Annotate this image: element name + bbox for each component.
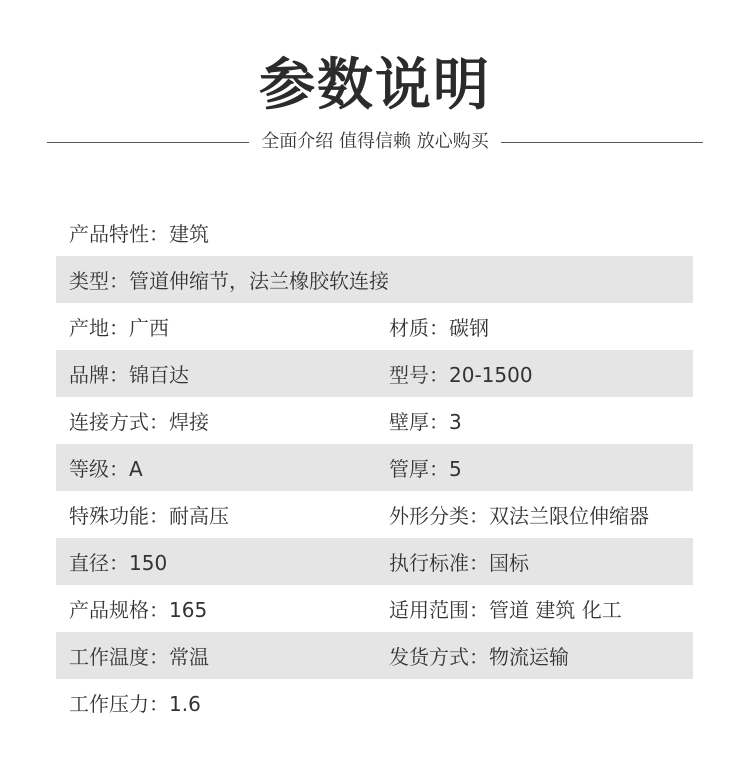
spec-shipping-method: 发货方式：物流运输 xyxy=(389,645,569,669)
spec-shape-category: 外形分类：双法兰限位伸缩器 xyxy=(389,504,649,528)
spec-type: 类型：管道伸缩节，法兰橡胶软连接 xyxy=(69,269,389,293)
spec-working-temperature: 工作温度：常温 xyxy=(69,645,209,669)
right-divider xyxy=(501,142,703,143)
spec-row-type xyxy=(56,256,693,303)
spec-connection-method: 连接方式：焊接 xyxy=(69,410,209,434)
spec-row-brand-model xyxy=(56,350,693,397)
spec-row-origin-material xyxy=(56,303,693,350)
subtitle-row xyxy=(47,128,703,156)
spec-wall-thickness: 壁厚：3 xyxy=(389,410,462,434)
spec-working-pressure: 工作压力：1.6 xyxy=(69,692,201,716)
spec-origin: 产地：广西 xyxy=(69,316,169,340)
spec-row-function-shape xyxy=(56,491,693,538)
spec-diameter: 直径：150 xyxy=(69,551,168,575)
page-subtitle: 全面介绍 值得信赖 放心购买 xyxy=(261,131,489,152)
spec-special-function: 特殊功能：耐高压 xyxy=(69,504,229,528)
spec-row-grade-pipe xyxy=(56,444,693,491)
spec-row-pressure xyxy=(56,679,693,726)
left-divider xyxy=(47,142,249,143)
spec-row-size-scope xyxy=(56,585,693,632)
spec-pipe-thickness: 管厚：5 xyxy=(389,457,462,481)
spec-brand: 品牌：锦百达 xyxy=(69,363,189,387)
spec-standard: 执行标准：国标 xyxy=(389,551,529,575)
spec-row-product-feature xyxy=(56,209,693,256)
spec-table xyxy=(56,209,693,726)
spec-grade: 等级：A xyxy=(69,457,143,481)
spec-product-feature: 产品特性：建筑 xyxy=(69,222,209,246)
spec-row-temp-shipping xyxy=(56,632,693,679)
spec-model: 型号：20-1500 xyxy=(389,363,533,387)
spec-row-connection-wall xyxy=(56,397,693,444)
spec-material: 材质：碳钢 xyxy=(389,316,489,340)
spec-row-diameter-standard xyxy=(56,538,693,585)
spec-product-size: 产品规格：165 xyxy=(69,598,208,622)
spec-application-scope: 适用范围：管道 建筑 化工 xyxy=(389,598,622,622)
page-title: 参数说明 xyxy=(259,53,491,118)
